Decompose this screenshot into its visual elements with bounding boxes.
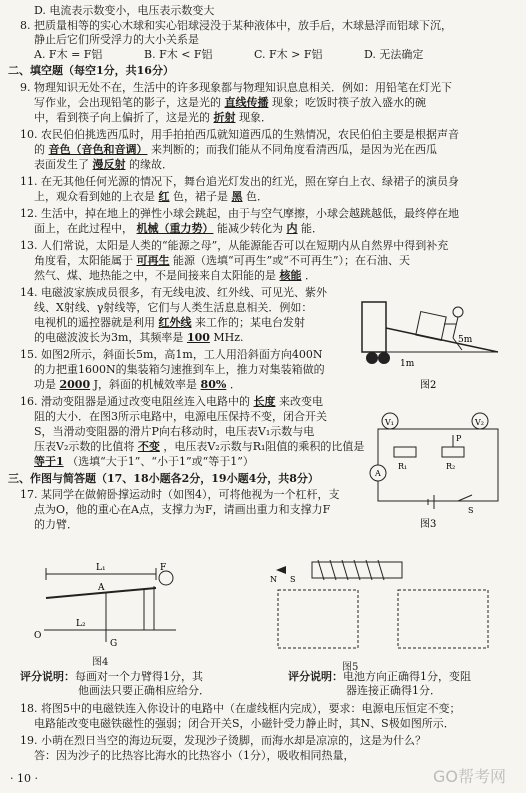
eval-note-1-cont: 他画法只要正确相应给分． bbox=[78, 684, 210, 697]
q8-option-c: C. F木 > F铝 bbox=[254, 48, 323, 61]
eval-note-2: 评分说明：电池方向正确得1分，变阻 bbox=[288, 670, 471, 683]
fig4-f: F bbox=[160, 563, 167, 573]
q18-line2: 电路能改变电磁铁磁性的强弱；闭合开关S，小磁针受力静止时，其N、S极如图所示． bbox=[34, 717, 455, 730]
q13-answer1: 可再生 bbox=[136, 254, 170, 267]
q17-line3: 的力臂． bbox=[34, 518, 78, 531]
figure-3-circuit bbox=[368, 403, 508, 533]
figure-5-electromagnet bbox=[268, 548, 508, 658]
q8-options bbox=[34, 48, 474, 62]
q16-answer3: 等于1 bbox=[34, 455, 64, 468]
q15-line1: 15. 如图2所示，斜面长5m，高1m，工人用沿斜面方向400N bbox=[20, 348, 323, 361]
q16-line1: 16. 滑动变阻器是通过改变电阻丝连入电路中的 长度 来改变电 bbox=[20, 395, 323, 408]
q13-answer2: 核能 bbox=[279, 269, 302, 282]
fig2-height-label: 1m bbox=[400, 359, 415, 369]
q15-answer2: 80% bbox=[200, 378, 227, 391]
q8-line2: 静止后它们所受浮力的大小关系是 bbox=[34, 33, 199, 46]
fig3-v2: V₂ bbox=[475, 418, 484, 427]
q9-answer2: 折射 bbox=[213, 111, 236, 124]
q18-line1: 18. 将图5中的电磁铁连入你设计的电路中（在虚线框内完成），要求：电源电压恒定不变； bbox=[20, 702, 461, 715]
fig4-caption: 图4 bbox=[92, 657, 109, 668]
q10-line2: 的 音色（音色和音调） 来判断的；而我们能从不同角度看清西瓜，是因为光在西瓜 bbox=[34, 143, 437, 156]
q8-option-b: B. F木 < F铝 bbox=[144, 48, 213, 61]
q7-option-d: D. 电流表示数变小，电压表示数变大 bbox=[34, 4, 215, 17]
fig3-v1: V₁ bbox=[385, 418, 394, 427]
q11-line1: 11. 在无其他任何光源的情况下，舞台追光灯发出的红光，照在穿白上衣、绿裙子的演员身 bbox=[20, 175, 459, 188]
q14-line3: 电视机的遥控器就是利用 红外线 来工作的；某电台发射 bbox=[34, 316, 305, 329]
figure-4-pushup bbox=[26, 530, 196, 650]
q11-answer1: 红 bbox=[158, 190, 170, 203]
fig4-g: G bbox=[110, 639, 118, 649]
q8-line1: 8. 把质量相等的实心木球和实心铝球浸没于某种液体中，放手后，木球悬浮而铝球下沉， bbox=[20, 19, 452, 32]
q10-answer1: 音色（音色和音调） bbox=[48, 143, 148, 156]
page-number: · 10 · bbox=[10, 772, 38, 785]
q9-line1: 9. 物理知识无处不在，生活中的许多现象都与物理知识息息相关．例如：用铅笔在灯光下 bbox=[20, 81, 452, 94]
q17-line1: 17. 某同学在做俯卧撑运动时（如图4），可将他视为一个杠杆，支 bbox=[20, 488, 340, 501]
fig5-caption: 图5 bbox=[342, 662, 359, 673]
q9-line3: 中，看到筷子向上偏折了，这是光的 折射 现象． bbox=[34, 111, 272, 124]
figure-2-ramp bbox=[358, 292, 508, 392]
q17-line2: 点为O，他的重心在A点，支撑力为F，请画出重力和支撑力F bbox=[34, 503, 331, 516]
fig4-l2: L₂ bbox=[76, 619, 86, 629]
fig3-r2: R₂ bbox=[446, 462, 456, 471]
q14-answer2: 100 bbox=[186, 331, 210, 344]
fig3-s: S bbox=[468, 506, 474, 515]
q16-answer2: 不变 bbox=[137, 440, 160, 453]
q16-line2: 阻的大小．在图3所示电路中，电源电压保持不变，闭合开关 bbox=[34, 410, 327, 423]
q16-answer1: 长度 bbox=[253, 395, 276, 408]
fig4-a: A bbox=[98, 583, 105, 593]
q10-line3: 表面发生了 漫反射 的缘故． bbox=[34, 158, 173, 171]
q14-line1: 14. 电磁波家族成员很多，有无线电波、红外线、可见光、紫外 bbox=[20, 286, 327, 299]
q10-answer2: 漫反射 bbox=[92, 158, 126, 171]
q14-line4: 的电磁波波长为3m，其频率是 100 MHz. bbox=[34, 331, 244, 344]
section-3-heading: 三、作图与简答题（17、18小题各2分，19小题4分，共8分） bbox=[8, 472, 319, 485]
fig3-a: A bbox=[375, 469, 381, 478]
q12-answer1: 机械（重力势） bbox=[136, 222, 214, 235]
fig4-o: O bbox=[34, 631, 42, 641]
q9-line2: 写作业，会出现铅笔的影子，这是光的 直线传播 现象；吃饭时筷子放入盛水的碗 bbox=[34, 96, 426, 109]
q11-line2: 上，观众看到她的上衣是 红 色，裙子是 黑 色． bbox=[34, 190, 268, 203]
q14-line2: 线、X射线、γ射线等，它们与人类生活息息相关．例如： bbox=[34, 301, 313, 314]
q11-answer2: 黑 bbox=[231, 190, 243, 203]
eval-note-2-cont: 器连接正确得1分． bbox=[346, 684, 441, 697]
q13-line1: 13. 人们常说，太阳是人类的“能源之母”，从能源能否可以在短期内从自然界中得到补充 bbox=[20, 239, 449, 252]
fig3-r1: R₁ bbox=[398, 462, 408, 471]
q15-line3: 功是 2000 J，斜面的机械效率是 80% ． bbox=[34, 378, 241, 391]
fig4-l1: L₁ bbox=[96, 563, 106, 573]
q16-line3: S，当滑动变阻器的滑片P向右移动时，电压表V₁示数与电 bbox=[34, 425, 315, 438]
q9-answer1: 直线传播 bbox=[224, 96, 269, 109]
q13-line3: 然气、煤、地热能之中，不是间接来自太阳能的是 核能 ． bbox=[34, 269, 316, 282]
q8-option-a: A. F木 = F铝 bbox=[34, 48, 103, 61]
q12-answer2: 内 bbox=[286, 222, 298, 235]
q13-line2: 角度看，太阳能属于 可再生 能源（选填“可再生”或“不可再生”）；在石油、天 bbox=[34, 254, 410, 267]
q10-line1: 10. 农民伯伯挑选西瓜时，用手拍拍西瓜就知道西瓜的生熟情况，农民伯伯主要是根据声音 bbox=[20, 128, 459, 141]
q15-line2: 的力把重1600N的集装箱匀速推到车上，推力对集装箱做的 bbox=[34, 363, 325, 376]
q12-line2: 面上，在此过程中， 机械（重力势） 能减少转化为 内 能． bbox=[34, 222, 323, 235]
q15-answer1: 2000 bbox=[59, 378, 91, 391]
fig3-caption: 图3 bbox=[420, 519, 437, 530]
fig5-n: N bbox=[270, 575, 277, 584]
eval-note-1: 评分说明：每画对一个力臂得1分，其 bbox=[20, 670, 203, 683]
fig5-s: S bbox=[290, 575, 296, 584]
fig2-length-label: 5m bbox=[458, 335, 473, 345]
q16-line5: 等于1 （选填“大于1”、“小于1”或“等于1”） bbox=[34, 455, 254, 468]
q16-line4: 压表V₂示数的比值将 不变 ，电压表V₂示数与R₁阻值的乘积的比值是 bbox=[34, 440, 365, 453]
q14-answer1: 红外线 bbox=[158, 316, 192, 329]
fig3-p: P bbox=[456, 434, 462, 443]
q8-option-d: D. 无法确定 bbox=[364, 48, 424, 61]
q19-line1: 19. 小萌在烈日当空的海边玩耍，发现沙子烫脚，而海水却是凉凉的，这是为什么？ bbox=[20, 734, 426, 747]
q19-answer: 答：因为沙子的比热容比海水的比热容小（1分），吸收相同热量， bbox=[34, 749, 355, 762]
q12-line1: 12. 生活中，掉在地上的弹性小球会跳起，由于与空气摩擦，小球会越跳越低，最终停在地 bbox=[20, 207, 459, 220]
fig2-caption: 图2 bbox=[420, 380, 437, 391]
watermark: GO帮考网 bbox=[433, 767, 506, 786]
section-2-heading: 二、填空题（每空1分，共16分） bbox=[8, 64, 174, 77]
